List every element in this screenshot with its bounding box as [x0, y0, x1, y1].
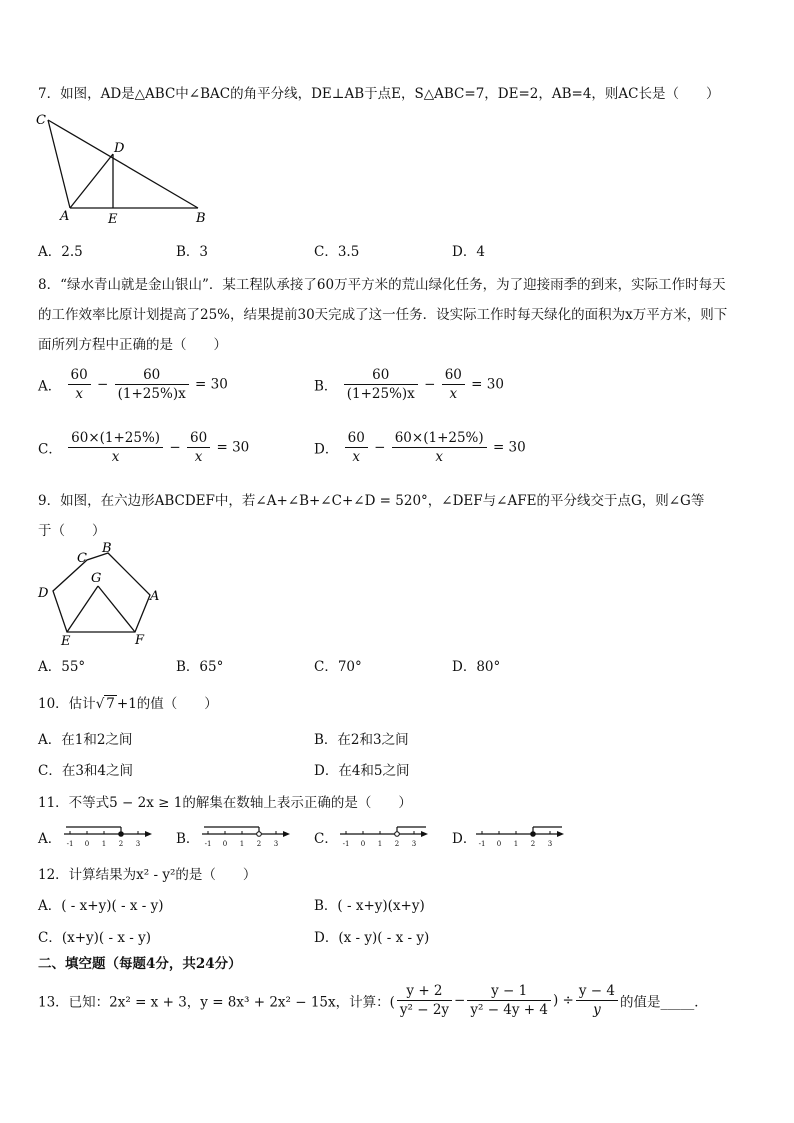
q8-c-frac2 — [187, 430, 210, 465]
q7-option-b: B．3 — [176, 244, 209, 260]
q7-label-a: A — [60, 209, 70, 224]
q8-d-frac1 — [345, 430, 368, 465]
q8-b-d2: x — [442, 384, 465, 402]
q8-option-c-letter: C． — [38, 441, 62, 458]
q9-bisector-eg — [67, 586, 98, 632]
tick-label: 0 — [84, 840, 90, 848]
q9-label-e: E — [61, 634, 71, 649]
q8-c-n1: 60×(1+25%) — [71, 430, 161, 446]
open-point — [395, 832, 400, 837]
q8-a-n1: 60 — [70, 367, 88, 383]
q7-label-d: D — [114, 141, 125, 156]
axis-arrow — [283, 831, 290, 837]
q11-numberline-a — [62, 822, 154, 848]
q9-label-d: D — [38, 586, 49, 601]
q13-suffix: 的值是_____． — [620, 994, 708, 1011]
q8-b-n1: 60 — [372, 367, 390, 383]
q7-side-ca — [48, 120, 70, 208]
q13-mid: ) ÷ — [553, 992, 574, 1009]
q8-d-d2: x — [392, 447, 487, 465]
q13-f2-num: y − 1 — [491, 983, 528, 999]
q11-option-a-letter: A． — [38, 831, 62, 847]
tick-label: -1 — [478, 840, 486, 848]
q8-option-b-letter: B． — [314, 378, 338, 395]
axis-arrow — [557, 831, 564, 837]
q7-label-b: B — [196, 211, 206, 226]
q13-prefix: 13．已知：2x² = x + 3，y = 8x³ + 2x² − 15x，计算：( — [38, 994, 395, 1011]
q10-option-a: A．在1和2之间 — [38, 732, 133, 748]
q9-label-g: G — [91, 571, 102, 586]
q9-option-d: D．80° — [452, 659, 501, 675]
tick-label: 2 — [530, 840, 536, 848]
q10-option-b: B．在2和3之间 — [314, 732, 409, 748]
q9-label-c: C — [77, 551, 87, 566]
q11-numberline-b — [200, 822, 292, 848]
q13-f1-den: y² − 2y — [397, 1000, 452, 1018]
q7-figure — [30, 108, 220, 228]
q8-a-frac1 — [68, 367, 91, 402]
q10-suffix: +1的值（ ） — [116, 696, 218, 712]
q8-d-n1: 60 — [347, 430, 365, 446]
q8-stem-line1: 8．“绿水青山就是金山银山”．某工程队承接了60万平方米的荒山绿化任务，为了迎接雨季的到来，实际工作时每天 — [38, 277, 726, 293]
q7-label-c: C — [36, 113, 46, 128]
q8-option-b: B． $\frac{60}{(1+25\%)x}$ − $\frac{60}{x}$ = 30 — [314, 367, 504, 402]
q7-option-d: D．4 — [452, 244, 485, 260]
q11-option-d-letter: D． — [452, 831, 477, 847]
closed-point — [531, 832, 536, 837]
q8-a-d1: x — [68, 384, 91, 402]
q10-stem: 10．估计√ 7 +1的值（ ） — [38, 696, 218, 712]
q8-a-rhs: = 30 — [195, 376, 228, 393]
q13-f3-num: y − 4 — [578, 983, 615, 999]
q8-d-frac2 — [392, 430, 487, 465]
q12-option-c: C．(x+y)( - x - y) — [38, 930, 151, 946]
q11-stem: 11．不等式5 − 2x ≥ 1的解集在数轴上表示正确的是（ ） — [38, 795, 412, 811]
q11-option-b-letter: B． — [176, 831, 200, 847]
q8-c-d1: x — [68, 447, 163, 465]
closed-point — [119, 832, 124, 837]
q9-bisector-fg — [98, 586, 135, 632]
q13-line: 13．已知：2x² = x + 3，y = 8x³ + 2x² − 15x，计算：( $\frac{y + 2}{\text{y² − 2y}}$ − $\frac{y - 1}{\text{y² − 4y + 4}}$ ) ÷ $\frac{y - 4}{y}$ 的值是_____． — [38, 983, 708, 1018]
tick-label: 3 — [135, 840, 141, 848]
tick-label: 3 — [411, 840, 417, 848]
q8-d-d1: x — [345, 447, 368, 465]
q7-stem: 7．如图，AD是△ABC中∠BAC的角平分线，DE⊥AB于点E，S△ABC=7，DE=2，AB=4，则AC长是（ ） — [38, 86, 720, 102]
q8-option-c: C． $\frac{60\times(1+25\%)}{x}$ − $\frac{60}{x}$ = 30 — [38, 430, 250, 465]
q8-a-n2: 60 — [143, 367, 161, 383]
q9-stem-line1: 9．如图，在六边形ABCDEF中，若∠A+∠B+∠C+∠D = 520°，∠DEF与∠AFE的平分线交于点G，则∠G等 — [38, 493, 705, 509]
q8-option-d: D． $\frac{60}{x}$ − $\frac{60\times(1+25\%)}{x}$ = 30 — [314, 430, 526, 465]
q10-option-c: C．在3和4之间 — [38, 763, 134, 779]
q9-option-b: B．65° — [176, 659, 224, 675]
tick-label: 1 — [513, 840, 519, 848]
q8-a-frac2 — [115, 367, 189, 402]
q9-label-b: B — [102, 541, 112, 556]
q7-label-e: E — [108, 212, 118, 227]
q8-b-n2: 60 — [444, 367, 462, 383]
q7-option-a: A．2.5 — [38, 244, 83, 260]
q13-frac1 — [397, 983, 452, 1018]
q8-d-rhs: = 30 — [492, 439, 526, 456]
tick-label: 0 — [496, 840, 502, 848]
tick-label: 2 — [256, 840, 262, 848]
tick-label: 2 — [118, 840, 124, 848]
open-point — [257, 832, 262, 837]
tick-label: 0 — [360, 840, 366, 848]
q12-option-a: A．( - x+y)( - x - y) — [38, 898, 164, 914]
q9-label-a: A — [150, 589, 160, 604]
q8-option-a: A． $\frac{60}{x}$ − $\frac{60}{(1+25\%)x}$ = 30 — [38, 367, 228, 402]
q13-f2-den: y² − 4y + 4 — [467, 1000, 551, 1018]
q8-c-rhs: = 30 — [216, 439, 250, 456]
q13-frac2 — [467, 983, 551, 1018]
q8-stem-line2: 的工作效率比原计划提高了25%，结果提前30天完成了这一任务．设实际工作时每天绿化的面积为x万平方米，则下 — [38, 307, 728, 323]
q13-f1-num: y + 2 — [406, 983, 443, 999]
tick-label: -1 — [204, 840, 212, 848]
tick-label: 3 — [547, 840, 553, 848]
q9-option-a: A．55° — [38, 659, 86, 675]
q8-b-rhs: = 30 — [471, 376, 504, 393]
q9-figure — [30, 540, 170, 650]
tick-label: 3 — [273, 840, 279, 848]
q10-prefix: 10．估计 — [38, 696, 96, 712]
q9-stem-line2: 于（ ） — [38, 523, 106, 539]
q8-option-a-letter: A． — [38, 378, 62, 395]
q8-c-n2: 60 — [189, 430, 208, 446]
q9-hexagon — [53, 553, 150, 632]
q7-side-cb — [48, 120, 198, 208]
q8-c-frac1 — [68, 430, 163, 465]
q12-option-b: B．( - x+y)(x+y) — [314, 898, 425, 914]
section-2-title: 二、填空题（每题4分，共24分） — [38, 956, 242, 972]
q10-option-d: D．在4和5之间 — [314, 763, 410, 779]
tick-label: -1 — [66, 840, 74, 848]
tick-label: 1 — [101, 840, 107, 848]
q8-b-frac1 — [344, 367, 418, 402]
q8-c-d2: x — [187, 447, 210, 465]
q8-a-d2: (1+25%)x — [115, 384, 189, 402]
q9-option-c: C．70° — [314, 659, 362, 675]
axis-arrow — [145, 831, 152, 837]
tick-label: -1 — [342, 840, 350, 848]
tick-label: 1 — [377, 840, 383, 848]
tick-label: 0 — [222, 840, 228, 848]
q8-d-n2: 60×(1+25%) — [394, 430, 484, 446]
q12-stem: 12．计算结果为x² - y²的是（ ） — [38, 867, 257, 883]
q12-option-d: D．(x - y)( - x - y) — [314, 930, 430, 946]
axis-arrow — [421, 831, 428, 837]
q8-option-d-letter: D． — [314, 441, 339, 458]
q10-radicand: 7 — [106, 696, 115, 712]
q8-stem-line3: 面所列方程中正确的是（ ） — [38, 337, 227, 353]
q8-b-frac2 — [442, 367, 465, 402]
q7-bisector-ad — [70, 154, 113, 208]
q11-numberline-d — [474, 822, 566, 848]
q9-label-f: F — [135, 633, 145, 648]
q11-numberline-c — [338, 822, 430, 848]
tick-label: 2 — [394, 840, 400, 848]
q13-frac3 — [576, 983, 618, 1018]
q7-option-c: C．3.5 — [314, 244, 360, 260]
tick-label: 1 — [239, 840, 245, 848]
q13-f3-den: y — [576, 1000, 618, 1018]
q11-option-c-letter: C． — [314, 831, 338, 847]
q8-b-d1: (1+25%)x — [344, 384, 418, 402]
